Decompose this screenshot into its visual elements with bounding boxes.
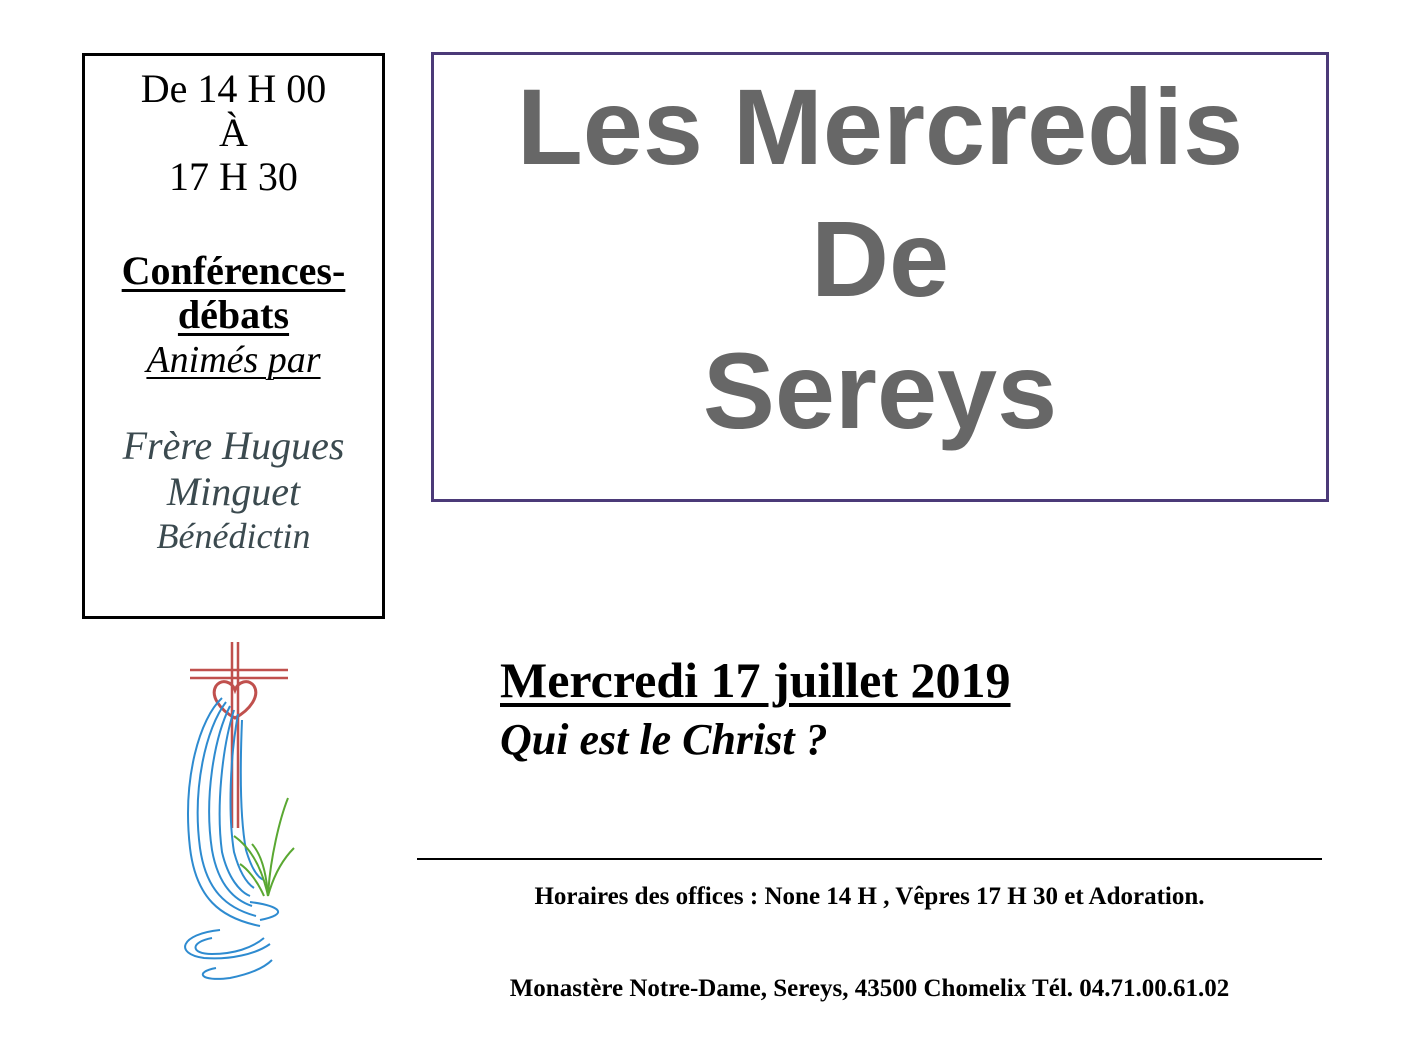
event-topic: Qui est le Christ ? [500, 715, 828, 764]
time-to: 17 H 30 [169, 154, 298, 199]
cross-heart-water-icon [160, 638, 310, 988]
title-box [431, 52, 1329, 502]
grass-icon [234, 798, 294, 896]
event-date: Mercredi 17 juillet 2019 [500, 652, 1011, 708]
title-line3: Sereys [702, 330, 1058, 451]
speaker-role: Bénédictin [156, 516, 311, 556]
time-from: De 14 H 00 [140, 66, 327, 111]
conference-line1: Conférences- [121, 248, 346, 293]
speaker-first: Frère Hugues [122, 423, 345, 468]
schedule-box [82, 53, 385, 619]
time-to-word: À [219, 110, 248, 155]
address: Monastère Notre-Dame, Sereys, 43500 Chomelix Tél. 04.71.00.61.02 [509, 975, 1230, 1002]
conference-title [85, 249, 382, 337]
time-range [85, 67, 382, 199]
conference-line2: débats [177, 292, 290, 337]
speaker-last: Minguet [166, 469, 301, 514]
cross-icon [190, 642, 288, 828]
title-line1: Les Mercredis [516, 66, 1244, 187]
title-line2: De [810, 198, 950, 319]
divider [417, 858, 1322, 860]
led-by-label: Animés par [146, 339, 321, 381]
office-hours: Horaires des offices : None 14 H , Vêpres 17 H 30 et Adoration. [534, 883, 1205, 910]
speaker [85, 423, 382, 557]
